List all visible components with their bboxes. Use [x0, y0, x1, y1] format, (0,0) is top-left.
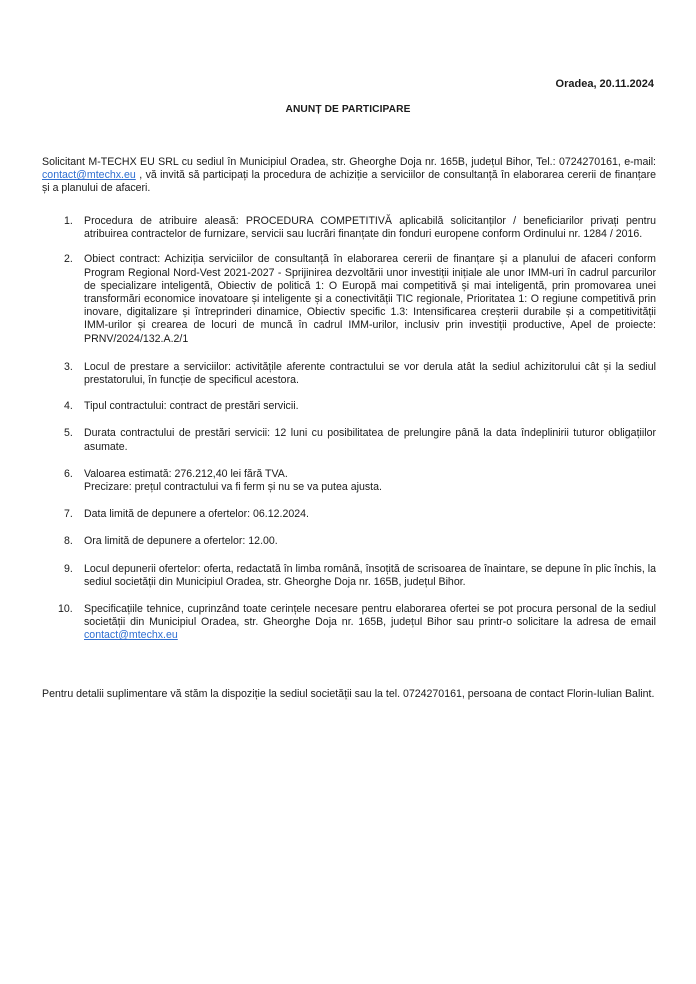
list-item: [42, 427, 656, 453]
list-item: [42, 563, 656, 589]
list-item-text: Tipul contractului: contract de prestări servicii.: [84, 400, 299, 413]
list-item-text: Ora limită de depunere a ofertelor: 12.00.: [84, 535, 278, 548]
list-item: [42, 253, 656, 345]
list-item: [42, 468, 656, 494]
list-item-text: Specificațiile tehnice, cuprinzând toate cerințele necesare pentru elaborarea ofertei se pot procura personal de la sediul societății din Municipiul Oradea, str. Gheorghe Doja nr. 165B, județul Bihor sau printr-o solicitare la adresa de email: [84, 603, 656, 629]
intro-text-start: Solicitant M-TECHX EU SRL cu sediul în Municipiul Oradea, str. Gheorghe Doja nr. 165B, județul Bihor, Tel.: 0724270161, e-mail:: [42, 156, 656, 168]
intro-text-end: , vă invită să participați la procedura de achiziție a serviciilor de consultanță în elaborarea cererii de finanțare și a planului de afaceri.: [42, 169, 656, 195]
list-item-text: Durata contractului de prestări servicii: 12 luni cu posibilitatea de prelungire până la data îndeplinirii tuturor obligațiilor asumate.: [84, 427, 656, 453]
list-item-text: Procedura de atribuire aleasă: PROCEDURA COMPETITIVĂ aplicabilă solicitanților / beneficiarilor privați pentru atribuirea contractelor de furnizare, servicii sau lucrări finanțate din fonduri europene conform Ordinului nr. 1284 / 2016.: [84, 215, 656, 241]
list-item: [42, 535, 656, 548]
list-item: [42, 361, 656, 387]
list-item-text: Locul depunerii ofertelor: oferta, redactată în limba română, însoțită de scrisoarea de înaintare, se depune în plic închis, la sediul societății din Municipiul Oradea, str. Gheorghe Doja nr. 165B, județul Bihor.: [84, 562, 656, 588]
requirements-list: [42, 215, 656, 643]
list-item-number: 1.: [64, 215, 73, 227]
list-item-text: Locul de prestare a serviciilor: activitățile aferente contractului se vor derula atât la sediul achizitorului cât și la sediul prestatorului, în funcție de specificul acestora.: [84, 360, 656, 387]
list-item-number: 7.: [64, 508, 73, 521]
list-item-text: Valoarea estimată: 276.212,40 lei fără TVA.: [84, 467, 288, 480]
intro-email-link[interactable]: contact@mtechx.eu: [42, 169, 136, 182]
list-item: [42, 508, 656, 521]
list-item-number: 9.: [64, 562, 73, 575]
list-item-note: Precizare: prețul contractului va fi ferm și nu se va putea ajusta.: [84, 481, 382, 494]
list-item: [42, 400, 656, 413]
list-item-number: 3.: [64, 360, 73, 373]
list-item-number: 10.: [58, 603, 73, 616]
closing-paragraph: Pentru detalii suplimentare vă stăm la dispoziție la sediul societății sau la tel. 0724270161, persoana de contact Florin-Iulian Balint.: [42, 688, 655, 700]
document-title: ANUNȚ DE PARTICIPARE: [285, 104, 411, 115]
list-item: [42, 603, 656, 643]
list-item-text: Data limită de depunere a ofertelor: 06.12.2024.: [84, 508, 309, 521]
list-item-number: 2.: [64, 253, 73, 266]
specs-email-link[interactable]: contact@mtechx.eu: [84, 629, 178, 642]
document-date: Oradea, 20.11.2024: [555, 78, 654, 90]
list-item-number: 6.: [64, 467, 73, 480]
list-item: [42, 215, 656, 241]
list-item-number: 4.: [64, 400, 73, 413]
intro-paragraph: [42, 156, 656, 196]
list-item-number: 8.: [64, 535, 73, 548]
list-item-number: 5.: [64, 427, 73, 440]
list-item-text: Obiect contract: Achiziția serviciilor de consultanță în elaborarea cererii de finanțare și a planului de afaceri conform Program Regional Nord-Vest 2021-2027 - Sprijinirea dezvoltării unor investiții inițiale ale unor IMM-uri în cadrul parcurilor de specializare inteligentă, Obiectiv de politică 1: O Europă mai competitivă și mai inteligentă, prin promovarea unei transformări economice inovatoare și inteligente și a conectivității TIC regionale, Prioritatea 1: O regiune competitivă prin inovare, digitalizare și întreprinderi dinamice, Obiectiv specific 1.3: Intensificarea creșterii durabile și a competitivității IMM-urilor și crearea de locuri de muncă în cadrul IMM-urilor, inclusiv prin investiții productive, Apel de proiecte: PRNV/2024/132.A.2/1: [84, 253, 656, 345]
